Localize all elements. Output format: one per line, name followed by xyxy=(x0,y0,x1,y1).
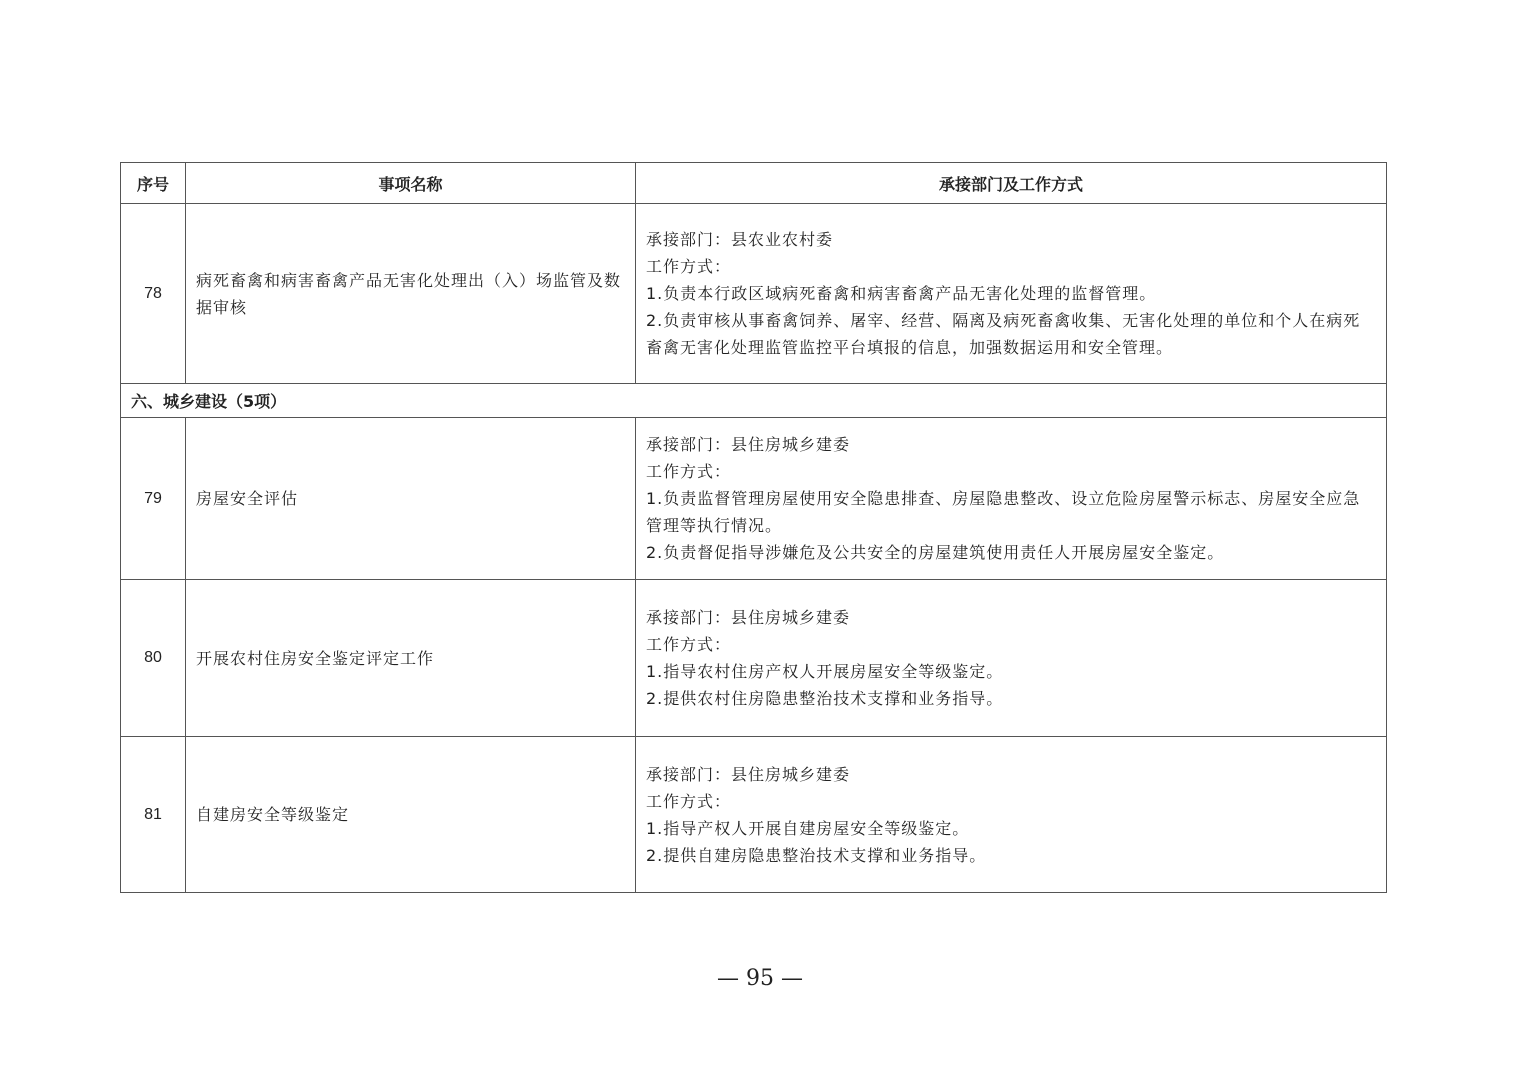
item-name: 病死畜禽和病害畜禽产品无害化处理出（入）场监管及数据审核 xyxy=(186,204,636,384)
header-name: 事项名称 xyxy=(186,163,636,204)
mode-line: 工作方式： xyxy=(646,635,732,654)
work-item: 2.负责督促指导涉嫌危及公共安全的房屋建筑使用责任人开展房屋安全鉴定。 xyxy=(646,543,1225,562)
work-item: 1.指导产权人开展自建房屋安全等级鉴定。 xyxy=(646,818,970,838)
item-name: 自建房安全等级鉴定 xyxy=(186,737,636,893)
table-row xyxy=(121,204,1387,384)
item-name: 开展农村住房安全鉴定评定工作 xyxy=(186,580,636,737)
dept-line: 承接部门：县住房城乡建委 xyxy=(646,435,851,454)
dept-line: 承接部门：县住房城乡建委 xyxy=(646,608,851,627)
work-item: 2.提供农村住房隐患整治技术支撑和业务指导。 xyxy=(646,689,1004,708)
items-table xyxy=(120,162,1387,893)
table-header-row xyxy=(121,163,1387,204)
table-row xyxy=(121,418,1387,580)
header-no: 序号 xyxy=(121,163,186,204)
item-name: 房屋安全评估 xyxy=(186,418,636,580)
work-item: 1.指导农村住房产权人开展房屋安全等级鉴定。 xyxy=(646,662,1004,681)
work-item: 1.负责本行政区域病死畜禽和病害畜禽产品无害化处理的监督管理。 xyxy=(646,284,1157,303)
section-title: 六、城乡建设（5项） xyxy=(121,384,1387,418)
mode-line: 工作方式： xyxy=(646,791,732,811)
row-number: 81 xyxy=(121,737,186,893)
row-number: 80 xyxy=(121,580,186,737)
dept-line: 承接部门：县农业农村委 xyxy=(646,230,834,249)
work-item: 1.负责监督管理房屋使用安全隐患排查、房屋隐患整改、设立危险房屋警示标志、房屋安全应急管理等执行情况。 xyxy=(646,489,1361,535)
mode-line: 工作方式： xyxy=(646,462,732,481)
work-item: 2.负责审核从事畜禽饲养、屠宰、经营、隔离及病死畜禽收集、无害化处理的单位和个人在病死畜禽无害化处理监管监控平台填报的信息，加强数据运用和安全管理。 xyxy=(646,311,1361,357)
page-number: — 95 — xyxy=(717,966,803,991)
table-row xyxy=(121,580,1387,737)
row-number: 78 xyxy=(121,204,186,384)
work-item: 2.提供自建房隐患整治技术支撑和业务指导。 xyxy=(646,845,987,865)
header-dept: 承接部门及工作方式 xyxy=(636,163,1387,204)
table-row xyxy=(121,737,1387,893)
mode-line: 工作方式： xyxy=(646,257,732,276)
dept-cell xyxy=(636,204,1387,384)
dept-cell xyxy=(636,580,1387,737)
section-row xyxy=(121,384,1387,418)
row-number: 79 xyxy=(121,418,186,580)
dept-line: 承接部门：县住房城乡建委 xyxy=(646,764,851,784)
dept-cell xyxy=(636,418,1387,580)
dept-cell xyxy=(636,737,1387,893)
